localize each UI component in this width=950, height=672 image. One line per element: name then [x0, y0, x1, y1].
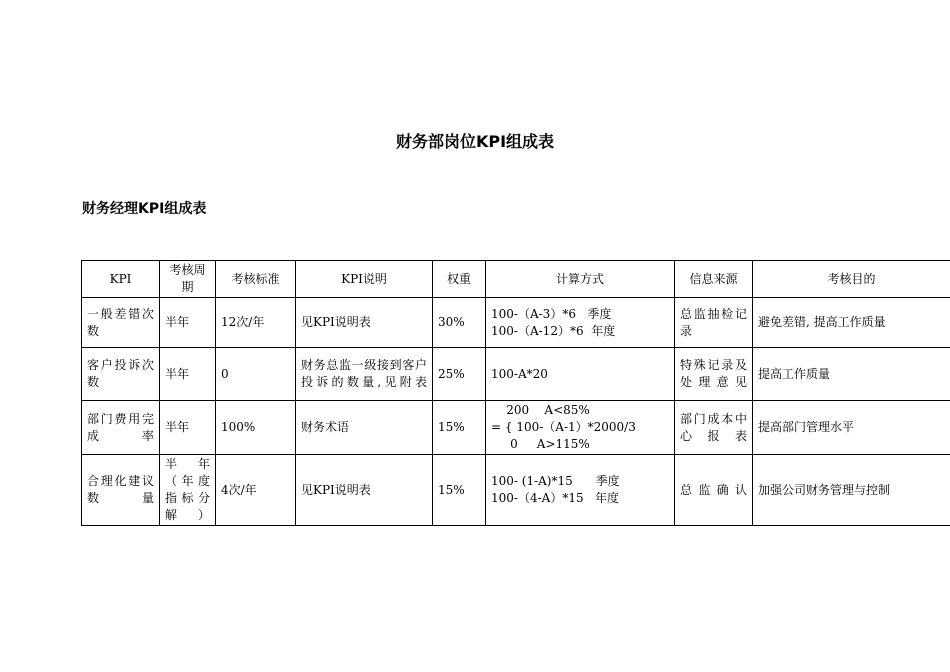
cell-standard: 12次/年 [216, 298, 296, 348]
header-period: 考核周期 [160, 261, 216, 298]
header-weight: 权重 [433, 261, 486, 298]
cell-period: 半年 [160, 401, 216, 455]
header-purpose: 考核目的 [753, 261, 950, 298]
cell-description: 财务术语 [296, 401, 433, 455]
cell-weight: 15% [433, 455, 486, 526]
cell-period: 半年 [160, 298, 216, 348]
header-standard: 考核标准 [216, 261, 296, 298]
cell-description: 见KPI说明表 [296, 298, 433, 348]
table-row [82, 348, 950, 401]
cell-source: 特殊记录及处理意见 [675, 348, 753, 401]
cell-kpi: 合理化建议数量 [82, 455, 160, 526]
cell-purpose: 提高部门管理水平 [753, 401, 950, 455]
header-description: KPI说明 [296, 261, 433, 298]
cell-period: 半年 [160, 348, 216, 401]
cell-source: 部门成本中心报表 [675, 401, 753, 455]
cell-description: 财务总监一级接到客户投诉的数量,见附表 [296, 348, 433, 401]
table-row [82, 298, 950, 348]
cell-kpi: 一般差错次数 [82, 298, 160, 348]
table-row [82, 455, 950, 526]
section-subtitle: 财务经理KPI组成表 [82, 201, 207, 217]
cell-weight: 15% [433, 401, 486, 455]
cell-weight: 25% [433, 348, 486, 401]
kpi-table [81, 260, 950, 526]
header-kpi: KPI [82, 261, 160, 298]
cell-purpose: 提高工作质量 [753, 348, 950, 401]
cell-calculation: 100- (1-A)*15 季度 100-（4-A）*15 年度 [486, 455, 675, 526]
cell-standard: 0 [216, 348, 296, 401]
cell-source: 总监抽检记录 [675, 298, 753, 348]
header-source: 信息来源 [675, 261, 753, 298]
page-title: 财务部岗位KPI组成表 [395, 132, 555, 151]
cell-kpi: 客户投诉次数 [82, 348, 160, 401]
cell-source: 总监确认 [675, 455, 753, 526]
table-row [82, 401, 950, 455]
cell-period: 半年（年度指标分解） [160, 455, 216, 526]
cell-purpose: 避免差错, 提高工作质量 [753, 298, 950, 348]
cell-weight: 30% [433, 298, 486, 348]
cell-standard: 4次/年 [216, 455, 296, 526]
cell-standard: 100% [216, 401, 296, 455]
cell-calculation: 100-（A-3）*6 季度 100-（A-12）*6 年度 [486, 298, 675, 348]
cell-purpose: 加强公司财务管理与控制 [753, 455, 950, 526]
cell-calculation: 200 A<85% = { 100-（A-1）*2000/3 0 A>115% [486, 401, 675, 455]
header-calculation: 计算方式 [486, 261, 675, 298]
cell-kpi: 部门费用完成率 [82, 401, 160, 455]
table-header-row [82, 261, 950, 298]
cell-description: 见KPI说明表 [296, 455, 433, 526]
cell-calculation: 100-A*20 [486, 348, 675, 401]
